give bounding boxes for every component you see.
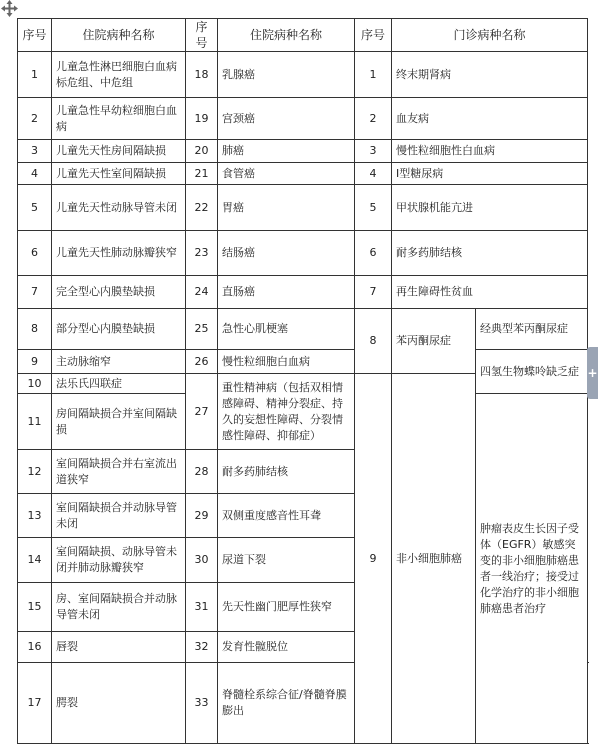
disease-name: 儿童先天性动脉导管未闭	[52, 185, 186, 231]
row-number: 22	[186, 185, 218, 231]
row-number: 8	[18, 309, 52, 350]
expand-tab-button[interactable]: +	[587, 347, 598, 399]
table-row	[18, 163, 588, 185]
row-number: 3	[18, 140, 52, 163]
row-number: 20	[186, 140, 218, 163]
disease-subtype: 肿瘤表皮生长因子受体（EGFR）敏感突变的非小细胞肺癌患者一线治疗；接受过化学治疗的非小细胞肺癌患者治疗	[476, 394, 588, 744]
table-row	[18, 98, 588, 140]
disease-name: 血友病	[392, 98, 588, 140]
row-number: 9	[18, 350, 52, 374]
disease-name: 耐多药肺结核	[392, 231, 588, 276]
disease-name: 室间隔缺损合并动脉导管未闭	[52, 494, 186, 538]
row-number: 10	[18, 374, 52, 394]
row-number: 7	[18, 276, 52, 309]
row-number: 19	[186, 98, 218, 140]
row-number: 1	[18, 52, 52, 98]
row-number: 1	[355, 52, 392, 98]
disease-name: 终末期肾病	[392, 52, 588, 98]
row-number: 17	[18, 663, 52, 744]
row-number: 25	[186, 309, 218, 350]
disease-name: 儿童先天性室间隔缺损	[52, 163, 186, 185]
disease-name: 重性精神病（包括双相情感障碍、精神分裂症、持久的妄想性障碍、分裂情感性障碍、抑郁症）	[218, 374, 355, 450]
disease-name: 腭裂	[52, 663, 186, 744]
disease-name: 尿道下裂	[218, 538, 355, 583]
disease-name: 完全型心内膜垫缺损	[52, 276, 186, 309]
disease-name: 法乐氏四联症	[52, 374, 186, 394]
row-number: 6	[355, 231, 392, 276]
row-number: 32	[186, 632, 218, 663]
row-number: 14	[18, 538, 52, 583]
disease-name: 儿童急性淋巴细胞白血病标危组、中危组	[52, 52, 186, 98]
row-number: 7	[355, 276, 392, 309]
row-number: 27	[186, 374, 218, 450]
row-number: 18	[186, 52, 218, 98]
row-number: 6	[18, 231, 52, 276]
disease-name: 苯丙酮尿症	[392, 309, 476, 374]
table-row	[18, 276, 588, 309]
row-number: 21	[186, 163, 218, 185]
disease-name: I型糖尿病	[392, 163, 588, 185]
row-number: 28	[186, 450, 218, 494]
header-outpatient: 门诊病种名称	[392, 19, 588, 52]
table-row	[18, 52, 588, 98]
disease-name: 直肠癌	[218, 276, 355, 309]
disease-subtype: 经典型苯丙酮尿症	[476, 309, 588, 350]
row-number: 33	[186, 663, 218, 744]
table-row	[18, 350, 588, 374]
disease-name: 胃癌	[218, 185, 355, 231]
row-number: 2	[18, 98, 52, 140]
disease-name: 唇裂	[52, 632, 186, 663]
disease-name: 肺癌	[218, 140, 355, 163]
disease-name: 乳腺癌	[218, 52, 355, 98]
header-no: 序号	[186, 19, 218, 52]
disease-name: 慢性粒细胞性白血病	[392, 140, 588, 163]
row-number: 9	[355, 374, 392, 744]
disease-table	[17, 18, 588, 744]
header-inpatient: 住院病种名称	[218, 19, 355, 52]
table-row	[18, 140, 588, 163]
disease-name: 急性心肌梗塞	[218, 309, 355, 350]
row-number: 26	[186, 350, 218, 374]
row-number: 3	[355, 140, 392, 163]
disease-name: 儿童先天性房间隔缺损	[52, 140, 186, 163]
row-number: 11	[18, 394, 52, 450]
row-number: 4	[18, 163, 52, 185]
disease-name: 室间隔缺损合并右室流出道狭窄	[52, 450, 186, 494]
row-number: 5	[18, 185, 52, 231]
row-number: 30	[186, 538, 218, 583]
disease-name: 甲状腺机能亢进	[392, 185, 588, 231]
move-icon[interactable]	[1, 0, 18, 17]
disease-name: 房、室间隔缺损合并动脉导管未闭	[52, 583, 186, 632]
row-number: 8	[355, 309, 392, 374]
header-no: 序号	[18, 19, 52, 52]
disease-name: 结肠癌	[218, 231, 355, 276]
disease-name: 儿童急性早幼粒细胞白血病	[52, 98, 186, 140]
disease-name: 室间隔缺损、动脉导管未闭并肺动脉瓣狭窄	[52, 538, 186, 583]
disease-name: 慢性粒细胞白血病	[218, 350, 355, 374]
disease-name: 食管癌	[218, 163, 355, 185]
disease-name: 耐多药肺结核	[218, 450, 355, 494]
header-no: 序号	[355, 19, 392, 52]
disease-name: 先天性幽门肥厚性狭窄	[218, 583, 355, 632]
row-number: 2	[355, 98, 392, 140]
table-row	[18, 185, 588, 231]
disease-name: 发育性髋脱位	[218, 632, 355, 663]
table-row	[18, 309, 588, 350]
disease-name: 部分型心内膜垫缺损	[52, 309, 186, 350]
row-number: 5	[355, 185, 392, 231]
row-number: 24	[186, 276, 218, 309]
header-inpatient: 住院病种名称	[52, 19, 186, 52]
row-number: 4	[355, 163, 392, 185]
disease-subtype: 四氢生物蝶呤缺乏症	[476, 350, 588, 394]
row-number: 31	[186, 583, 218, 632]
row-number: 23	[186, 231, 218, 276]
row-number: 29	[186, 494, 218, 538]
disease-name: 宫颈癌	[218, 98, 355, 140]
row-number: 16	[18, 632, 52, 663]
disease-name: 脊髓栓系综合征/脊髓脊膜膨出	[218, 663, 355, 744]
row-number: 13	[18, 494, 52, 538]
row-number: 12	[18, 450, 52, 494]
header-row	[18, 19, 588, 52]
disease-name: 房间隔缺损合并室间隔缺损	[52, 394, 186, 450]
disease-name: 主动脉缩窄	[52, 350, 186, 374]
row-number: 15	[18, 583, 52, 632]
table-row	[18, 231, 588, 276]
disease-name: 双侧重度感音性耳聋	[218, 494, 355, 538]
disease-name: 儿童先天性肺动脉瓣狭窄	[52, 231, 186, 276]
disease-name: 再生障碍性贫血	[392, 276, 588, 309]
disease-name: 非小细胞肺癌	[392, 374, 476, 744]
